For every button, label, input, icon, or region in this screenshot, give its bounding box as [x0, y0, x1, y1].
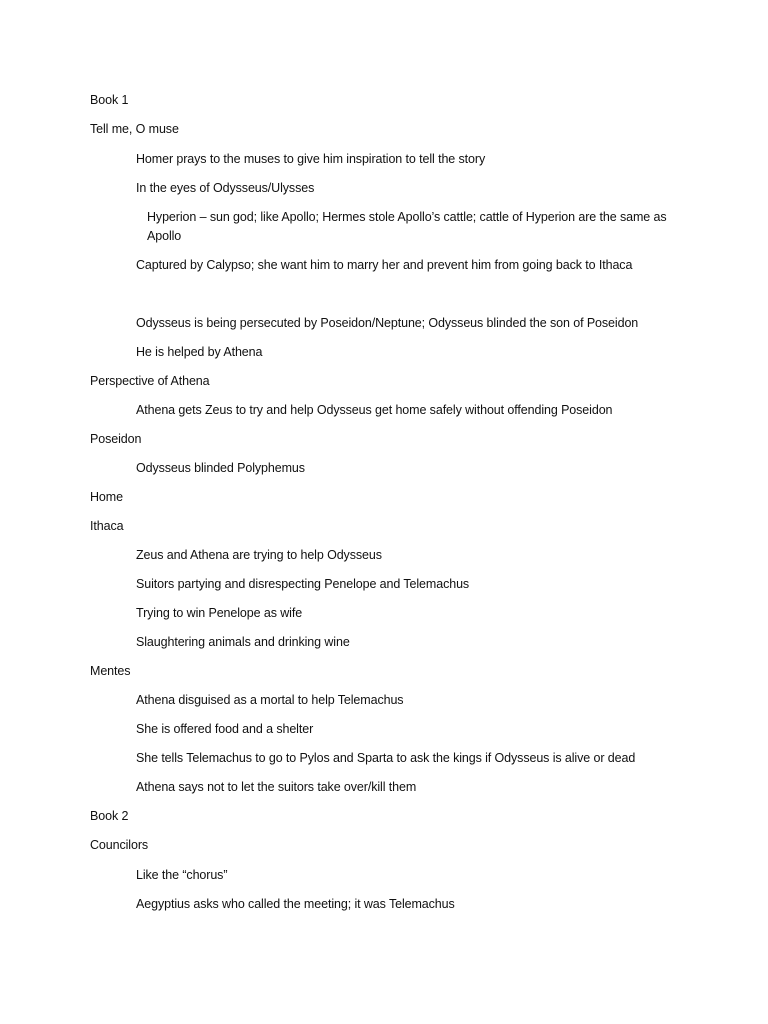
- note-line: Athena disguised as a mortal to help Telemachus: [136, 693, 404, 707]
- note-line: Homer prays to the muses to give him inspiration to tell the story: [136, 152, 486, 166]
- heading-mentes: Mentes: [90, 664, 131, 678]
- note-line: Zeus and Athena are trying to help Odysseus: [136, 548, 382, 562]
- note-line: Slaughtering animals and drinking wine: [136, 635, 350, 649]
- note-subline: Hyperion – sun god; like Apollo; Hermes stole Apollo’s cattle; cattle of Hyperion are the same as Apollo: [147, 210, 667, 243]
- heading-home: Home: [90, 490, 123, 504]
- heading-ithaca: Ithaca: [90, 519, 124, 533]
- heading-poseidon: Poseidon: [90, 432, 142, 446]
- note-line: Aegyptius asks who called the meeting; it was Telemachus: [136, 897, 455, 911]
- heading-tell-me-o-muse: Tell me, O muse: [90, 122, 179, 136]
- note-line: Odysseus blinded Polyphemus: [136, 461, 305, 475]
- note-line: Odysseus is being persecuted by Poseidon/Neptune; Odysseus blinded the son of Poseidon: [136, 316, 639, 330]
- heading-perspective-of-athena: Perspective of Athena: [90, 374, 210, 388]
- note-line: Captured by Calypso; she want him to marry her and prevent him from going back to Ithaca: [136, 258, 633, 272]
- note-line: Like the “chorus”: [136, 868, 228, 882]
- heading-councilors: Councilors: [90, 838, 149, 852]
- note-line: Suitors partying and disrespecting Penelope and Telemachus: [136, 577, 470, 591]
- note-line: Athena gets Zeus to try and help Odysseus get home safely without offending Poseidon: [136, 403, 613, 417]
- heading-book-2: Book 2: [90, 809, 129, 823]
- note-line: In the eyes of Odysseus/Ulysses: [136, 181, 315, 195]
- note-line: She tells Telemachus to go to Pylos and Sparta to ask the kings if Odysseus is alive or dead: [136, 751, 636, 765]
- note-line: She is offered food and a shelter: [136, 722, 314, 736]
- heading-book-1: Book 1: [90, 93, 129, 107]
- note-line: Athena says not to let the suitors take over/kill them: [136, 780, 417, 794]
- note-line: Trying to win Penelope as wife: [136, 606, 303, 620]
- note-line: He is helped by Athena: [136, 345, 263, 359]
